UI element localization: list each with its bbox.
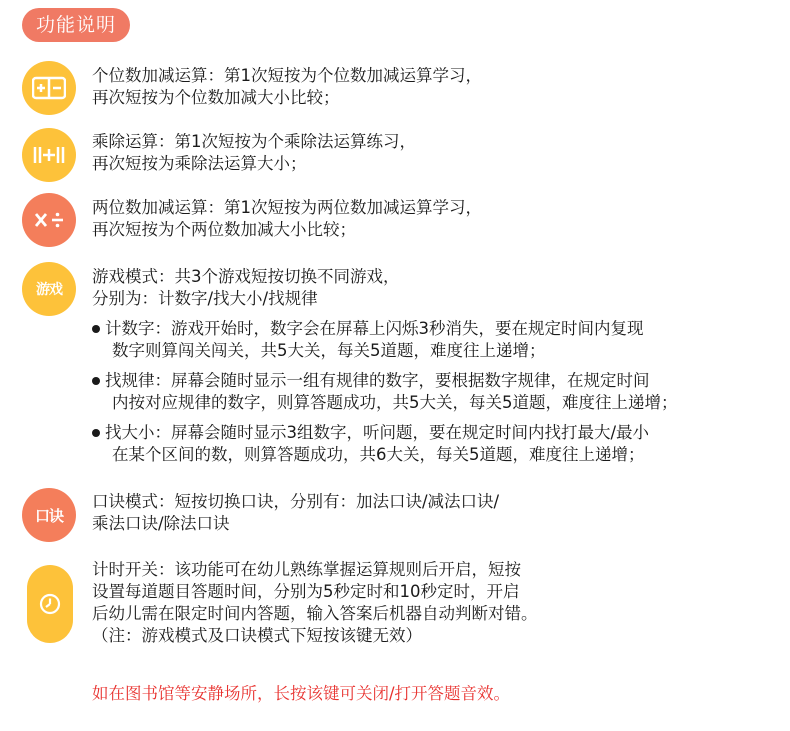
game-mode-bullets bbox=[92, 318, 678, 474]
page-title: 功能说明 bbox=[22, 8, 130, 42]
game-mode-icon-label: 游戏 bbox=[36, 282, 62, 298]
text-line: 再次短按为个位数加减大小比较； bbox=[92, 88, 340, 107]
bullet-line: 找大小：屏幕会随时显示3组数字，听问题，要在规定时间内找打最大/最小 bbox=[105, 423, 650, 442]
section-text-multiply-divide bbox=[92, 131, 416, 175]
section-text-two-digit bbox=[92, 197, 482, 241]
section-text-timer bbox=[92, 559, 538, 647]
bullet-dot bbox=[92, 429, 100, 437]
bullet-line: 在某个区间的数，则算答题成功，共6大关，每关5道题，难度往上递增； bbox=[112, 445, 645, 464]
text-line: 游戏模式：共3个游戏短按切换不同游戏， bbox=[92, 267, 400, 286]
text-line: 两位数加减运算：第1次短按为两位数加减运算学习， bbox=[92, 198, 482, 217]
list-item bbox=[92, 318, 678, 362]
oral-formula-mode-icon bbox=[22, 488, 76, 542]
text-line: 再次短按为乘除法运算大小； bbox=[92, 154, 307, 173]
oral-formula-icon-label: 口诀 bbox=[34, 506, 63, 525]
timer-icon bbox=[27, 565, 73, 643]
text-line: 乘除运算：第1次短按为个乘除法运算练习， bbox=[92, 132, 416, 151]
text-line: 口诀模式：短按切换口诀，分别有：加法口诀/减法口诀/ bbox=[92, 492, 500, 511]
text-line: 乘法口诀/除法口诀 bbox=[92, 514, 230, 533]
multiply-divide-icon bbox=[22, 128, 76, 182]
bullet-line: 找规律：屏幕会随时显示一组有规律的数字，要根据数字规律，在规定时间 bbox=[105, 371, 650, 390]
text-line: 个位数加减运算：第1次短按为个位数加减运算学习， bbox=[92, 66, 482, 85]
bullet-line: 内按对应规律的数字，则算答题成功，共5大关，每关5道题，难度往上递增； bbox=[112, 393, 678, 412]
bullet-line: 数字则算闯关闯关，共5大关，每关5道题，难度往上递增； bbox=[112, 341, 546, 360]
bullet-dot bbox=[92, 377, 100, 385]
text-line: 设置每道题目答题时间，分别为5秒定时和10秒定时，开启 bbox=[92, 582, 520, 601]
list-item bbox=[92, 370, 678, 414]
add-subtract-single-digit-icon bbox=[22, 61, 76, 115]
section-text-add-subtract-single bbox=[92, 65, 482, 109]
text-line: 再次短按为个两位数加减大小比较； bbox=[92, 220, 356, 239]
text-line: 后幼儿需在限定时间内答题，输入答案后机器自动判断对错。 bbox=[92, 604, 538, 623]
section-text-game-mode bbox=[92, 266, 400, 310]
bullet-dot bbox=[92, 325, 100, 333]
bullet-line: 计数字：游戏开始时，数字会在屏幕上闪烁3秒消失，要在规定时间内复现 bbox=[105, 319, 644, 338]
list-item bbox=[92, 422, 678, 466]
text-line: 分别为：计数字/找大小/找规律 bbox=[92, 289, 318, 308]
section-text-oral-formula bbox=[92, 491, 499, 535]
footer-note: 如在图书馆等安静场所，长按该键可关闭/打开答题音效。 bbox=[92, 684, 511, 703]
game-mode-icon bbox=[22, 262, 76, 316]
text-line: 计时开关：该功能可在幼儿熟练掌握运算规则后开启，短按 bbox=[92, 560, 521, 579]
multiply-divide-symbols-icon bbox=[22, 193, 76, 247]
text-line: （注：游戏模式及口诀模式下短按该键无效） bbox=[92, 626, 422, 645]
